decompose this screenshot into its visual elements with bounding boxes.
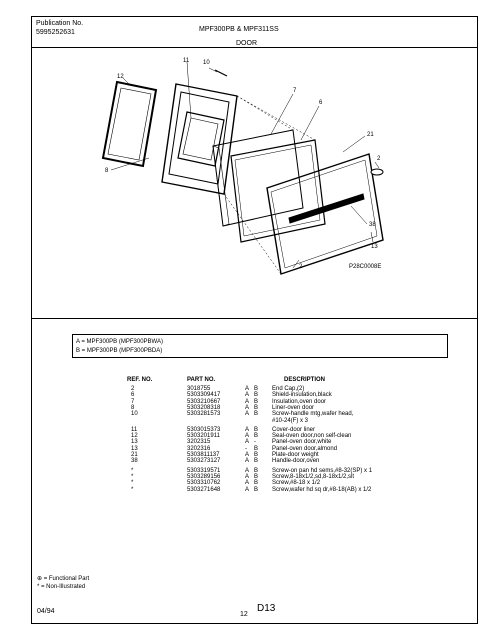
publication-label: Publication No. bbox=[36, 20, 84, 27]
row-description: Panel-oven door,almond bbox=[272, 445, 338, 452]
callout-10: 10 bbox=[203, 60, 210, 66]
row-ref-no: * bbox=[131, 480, 134, 487]
row-description: Screw,wafer hd sq dr,#8-18(AB) x 1/2 bbox=[272, 486, 372, 493]
row-model-b: B bbox=[254, 433, 259, 440]
col-header-ref: REF. NO. bbox=[127, 377, 153, 383]
row-model-b: B bbox=[254, 411, 259, 418]
row-description: Seal-oven door,non self-clean bbox=[272, 433, 352, 440]
row-model-a: A bbox=[245, 392, 250, 399]
row-ref-no: 12 bbox=[131, 433, 138, 440]
row-model-b: B bbox=[254, 458, 259, 465]
callout-8: 8 bbox=[105, 168, 109, 174]
row-part-no: 5303208318 bbox=[187, 404, 221, 411]
handle-screw bbox=[215, 70, 227, 76]
row-part-no: 5303210667 bbox=[187, 398, 221, 405]
row-ref-no: 38 bbox=[131, 458, 138, 465]
table-row bbox=[0, 457, 500, 465]
row-model-a: A bbox=[245, 480, 250, 487]
row-ref-no: 11 bbox=[131, 426, 138, 433]
row-part-no: 5303201911 bbox=[187, 433, 220, 440]
callout-13: 13 bbox=[371, 244, 378, 250]
section-title: DOOR bbox=[236, 40, 257, 47]
row-description: Panel-oven door,white bbox=[272, 439, 332, 446]
row-model-b: B bbox=[254, 480, 259, 487]
row-description: End Cap,(2) bbox=[272, 386, 305, 392]
row-model-b: B bbox=[254, 473, 259, 480]
row-model-b: B bbox=[254, 392, 259, 399]
col-header-part: PART NO. bbox=[187, 377, 216, 383]
row-description: Insulation,oven door bbox=[272, 398, 327, 405]
callout-6: 6 bbox=[319, 100, 323, 106]
row-part-no: 3018755 bbox=[187, 386, 211, 392]
section-rule bbox=[31, 318, 478, 319]
callout-2-upper: 2 bbox=[377, 156, 381, 162]
col-header-description: DESCRIPTION bbox=[284, 377, 326, 383]
row-description: Screw-on pan hd sems,#8-32(SP) x 1 bbox=[272, 467, 373, 474]
row-model-a: A bbox=[245, 486, 250, 493]
legend-line-a: A = MPF300PB (MPF300PBWA) bbox=[76, 339, 163, 345]
row-part-no: 5303273127 bbox=[187, 458, 221, 465]
callout-12: 12 bbox=[117, 74, 124, 80]
row-model-a: A bbox=[245, 411, 250, 418]
row-description: Cover-door liner bbox=[272, 426, 316, 433]
row-model-b: B bbox=[254, 486, 259, 493]
row-description: Plate-door weight bbox=[272, 452, 319, 458]
row-part-no: 5303281573 bbox=[187, 411, 221, 418]
row-part-no: 5303811137 bbox=[187, 452, 220, 458]
row-model-b: B bbox=[254, 467, 259, 474]
row-ref-no: 8 bbox=[131, 404, 135, 411]
row-model-a: A bbox=[245, 473, 250, 480]
footer-page-number: 12 bbox=[240, 611, 248, 618]
insulation-shield bbox=[231, 140, 325, 242]
row-ref-no: 13 bbox=[131, 445, 138, 452]
row-model-a: A bbox=[245, 467, 250, 474]
row-model-b: B bbox=[254, 386, 259, 392]
row-part-no: 3202316 bbox=[187, 445, 211, 452]
table-row bbox=[0, 486, 500, 494]
row-model-b: B bbox=[254, 445, 259, 452]
oven-door-panel bbox=[267, 154, 383, 274]
footnote-functional: ⊕ = Functional Part bbox=[37, 576, 90, 582]
row-model-a: A bbox=[245, 452, 250, 458]
row-ref-no: 21 bbox=[131, 452, 138, 458]
row-ref-no: 7 bbox=[131, 398, 135, 405]
row-part-no: 5303310762 bbox=[187, 480, 221, 487]
row-model-b: B bbox=[254, 404, 259, 411]
row-part-no: 5303309417 bbox=[187, 392, 221, 399]
row-part-no: 5303319571 bbox=[187, 467, 221, 474]
row-description: Screw-handle mtg,wafer head, bbox=[272, 411, 354, 418]
row-ref-no: 10 bbox=[131, 411, 138, 418]
row-model-a: A bbox=[245, 386, 250, 392]
oven-door-seal bbox=[103, 82, 156, 166]
publication-number: 5995252631 bbox=[36, 29, 75, 36]
row-model-a: A bbox=[245, 439, 250, 446]
row-ref-no: 13 bbox=[131, 439, 138, 446]
row-model-a: A bbox=[245, 433, 250, 440]
row-description: #10-24(F) x 3 bbox=[272, 417, 309, 424]
figure-code: P28C0008E bbox=[349, 264, 382, 270]
legend-line-b: B = MPF300PB (MPF300PBDA) bbox=[76, 348, 163, 354]
exploded-door-diagram bbox=[31, 48, 478, 318]
row-ref-no: * bbox=[131, 467, 134, 474]
callout-21: 21 bbox=[367, 132, 374, 138]
footer-section-code: D13 bbox=[257, 603, 276, 614]
row-model-a: A bbox=[245, 398, 250, 405]
model-numbers: MPF300PB & MPF311SS bbox=[199, 26, 279, 33]
row-description: Screw,#8-18 x 1/2 bbox=[272, 480, 321, 487]
row-ref-no: 2 bbox=[131, 386, 135, 392]
row-model-a: A bbox=[245, 458, 250, 465]
end-cap bbox=[371, 169, 383, 175]
row-description: Liner-oven door bbox=[272, 404, 315, 411]
row-description: Screw,8-18x1/2,sd,8-18x1/2,slt bbox=[272, 473, 355, 480]
row-model-a: - bbox=[245, 445, 247, 452]
table-row bbox=[0, 417, 500, 425]
row-ref-no: * bbox=[131, 473, 134, 480]
callout-2-lower: 2 bbox=[299, 264, 303, 270]
callout-11: 11 bbox=[183, 58, 190, 64]
row-model-b: B bbox=[254, 426, 259, 433]
row-part-no: 5303289156 bbox=[187, 473, 221, 480]
row-model-b: B bbox=[254, 452, 259, 458]
row-ref-no: * bbox=[131, 486, 134, 493]
row-part-no: 5303271648 bbox=[187, 486, 221, 493]
row-model-b: - bbox=[254, 439, 256, 446]
row-ref-no: 6 bbox=[131, 392, 135, 399]
row-model-a: A bbox=[245, 426, 250, 433]
callout-38: 38 bbox=[369, 222, 376, 228]
footer-date: 04/94 bbox=[37, 608, 55, 615]
row-part-no: 3202315 bbox=[187, 439, 211, 446]
callout-7: 7 bbox=[293, 88, 297, 94]
row-part-no: 5303015373 bbox=[187, 426, 221, 433]
row-description: Handle-door,oven bbox=[272, 458, 320, 465]
row-model-b: B bbox=[254, 398, 259, 405]
oven-door-liner bbox=[162, 84, 237, 194]
row-description: Shield-insulation,black bbox=[272, 392, 332, 399]
row-model-a: A bbox=[245, 404, 250, 411]
footnote-non-illustrated: * = Non-Illustrated bbox=[37, 584, 86, 590]
